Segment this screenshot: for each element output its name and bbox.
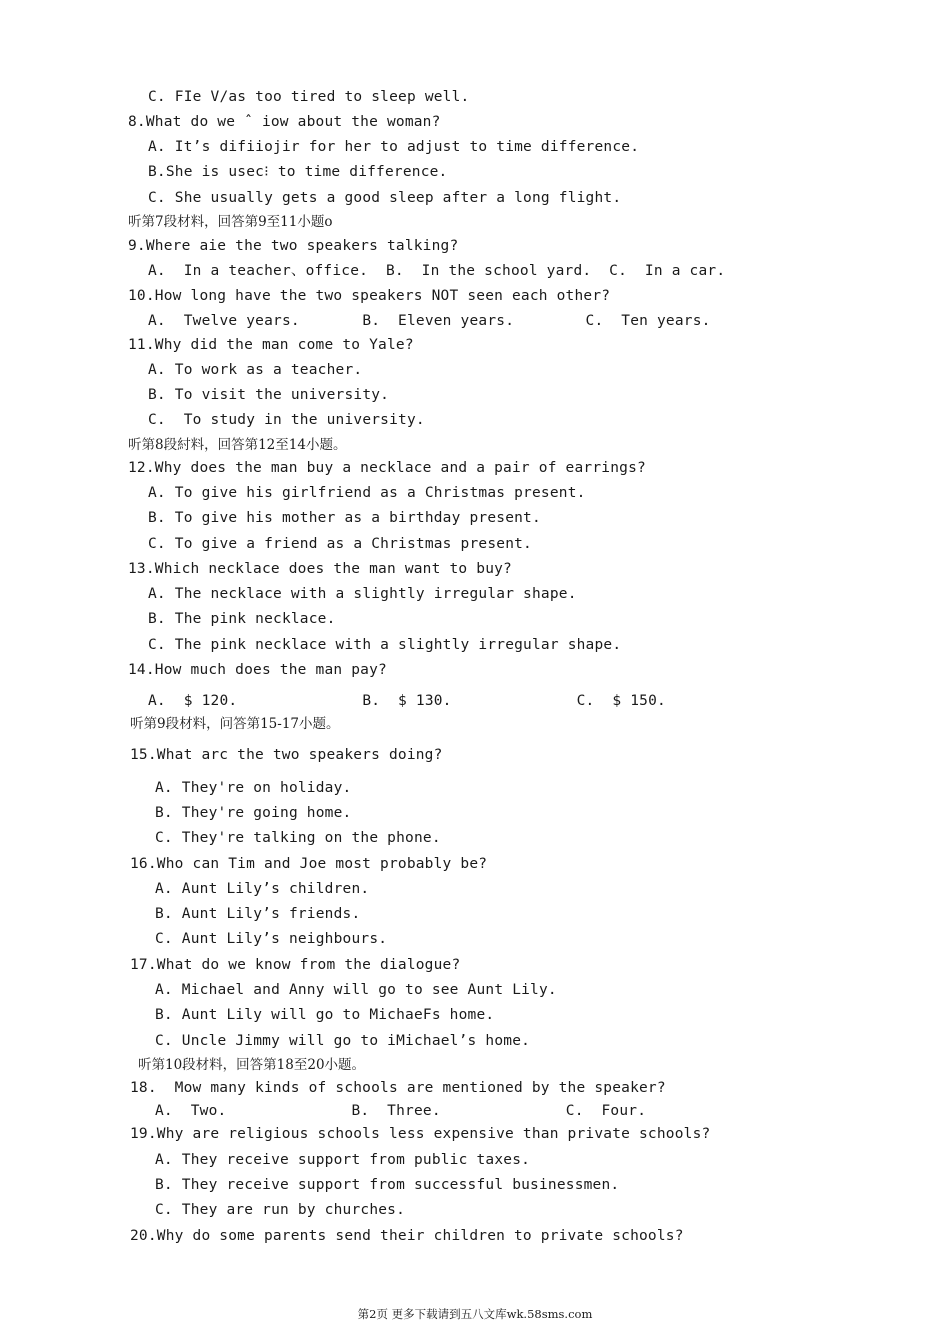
option-16c: C. Aunt Lily’s neighbours.: [155, 931, 388, 947]
option-13a: A. The necklace with a slightly irregular shape.: [148, 586, 577, 602]
option-13b: B. The pink necklace.: [148, 611, 336, 627]
option-15b: B. They're going home.: [155, 805, 352, 821]
option-12b: B. To give his mother as a birthday present.: [148, 510, 541, 526]
page-footer: 第2页 更多下载请到五八文库wk.58sms.com: [357, 1307, 593, 1321]
section-instruction-8: 听第8段紂料，回答第12至14小题。: [128, 437, 347, 453]
option-11a: A. To work as a teacher.: [148, 362, 363, 378]
section-instruction-9: 听第9段材料，问答第15-17小题。: [130, 716, 340, 732]
question-19: 19.Why are religious schools less expensive than private schools?: [130, 1126, 711, 1142]
option-16a: A. Aunt Lily’s children.: [155, 881, 370, 897]
question-17: 17.What do we know from the dialogue?: [130, 957, 461, 973]
options-14: A. $ 120. B. $ 130. C. $ 150.: [148, 693, 666, 709]
question-20: 20.Why do some parents send their children to private schools?: [130, 1228, 684, 1244]
option-8c: C. She usually gets a good sleep after a long flight.: [148, 190, 622, 206]
option-16b: B. Aunt Lily’s friends.: [155, 906, 361, 922]
option-11b: B. To visit the university.: [148, 387, 390, 403]
option-11c: C. To study in the university.: [148, 412, 425, 428]
option-8b: B.She is usec⁝ to time difference.: [148, 164, 448, 180]
option-15a: A. They're on holiday.: [155, 780, 352, 796]
option-13c: C. The pink necklace with a slightly irregular shape.: [148, 637, 622, 653]
option-17c: C. Uncle Jimmy will go to iMichael’s home.: [155, 1033, 531, 1049]
section-instruction-10: 听第10段材料，回答第18至20小题。: [138, 1057, 366, 1073]
question-13: 13.Which necklace does the man want to buy?: [128, 561, 512, 577]
option-19b: B. They receive support from successful businessmen.: [155, 1177, 620, 1193]
option-17b: B. Aunt Lily will go to MichaeFs home.: [155, 1007, 495, 1023]
question-14: 14.How much does the man pay?: [128, 662, 387, 678]
option-7c: C. FIe V/as too tired to sleep well.: [148, 89, 470, 105]
option-19a: A. They receive support from public taxes.: [155, 1152, 531, 1168]
question-15: 15.What arc the two speakers doing?: [130, 747, 443, 763]
question-9: 9.Where aie the two speakers talking?: [128, 238, 459, 254]
option-8a: A. It’s difiiojir for her to adjust to time difference.: [148, 139, 640, 155]
question-11: 11.Why did the man come to Yale?: [128, 337, 414, 353]
question-12: 12.Why does the man buy a necklace and a pair of earrings?: [128, 460, 646, 476]
options-9: A. In a teacher、office. B. In the school yard. C. In a car.: [148, 263, 726, 279]
option-12c: C. To give a friend as a Christmas present.: [148, 536, 532, 552]
options-10: A. Twelve years. B. Eleven years. C. Ten years.: [148, 313, 711, 329]
question-8: 8.What do we ˆ iow about the woman?: [128, 114, 441, 130]
question-18: 18. Mow many kinds of schools are mentioned by the speaker?: [130, 1080, 666, 1096]
option-12a: A. To give his girlfriend as a Christmas present.: [148, 485, 586, 501]
question-10: 10.How long have the two speakers NOT seen each other?: [128, 288, 611, 304]
section-instruction-7: 听第7段材料，回答第9至11小题o: [128, 214, 333, 230]
option-15c: C. They're talking on the phone.: [155, 830, 441, 846]
option-19c: C. They are run by churches.: [155, 1202, 406, 1218]
question-16: 16.Who can Tim and Joe most probably be?: [130, 856, 488, 872]
options-18: A. Two. B. Three. C. Four.: [155, 1103, 647, 1119]
option-17a: A. Michael and Anny will go to see Aunt Lily.: [155, 982, 557, 998]
